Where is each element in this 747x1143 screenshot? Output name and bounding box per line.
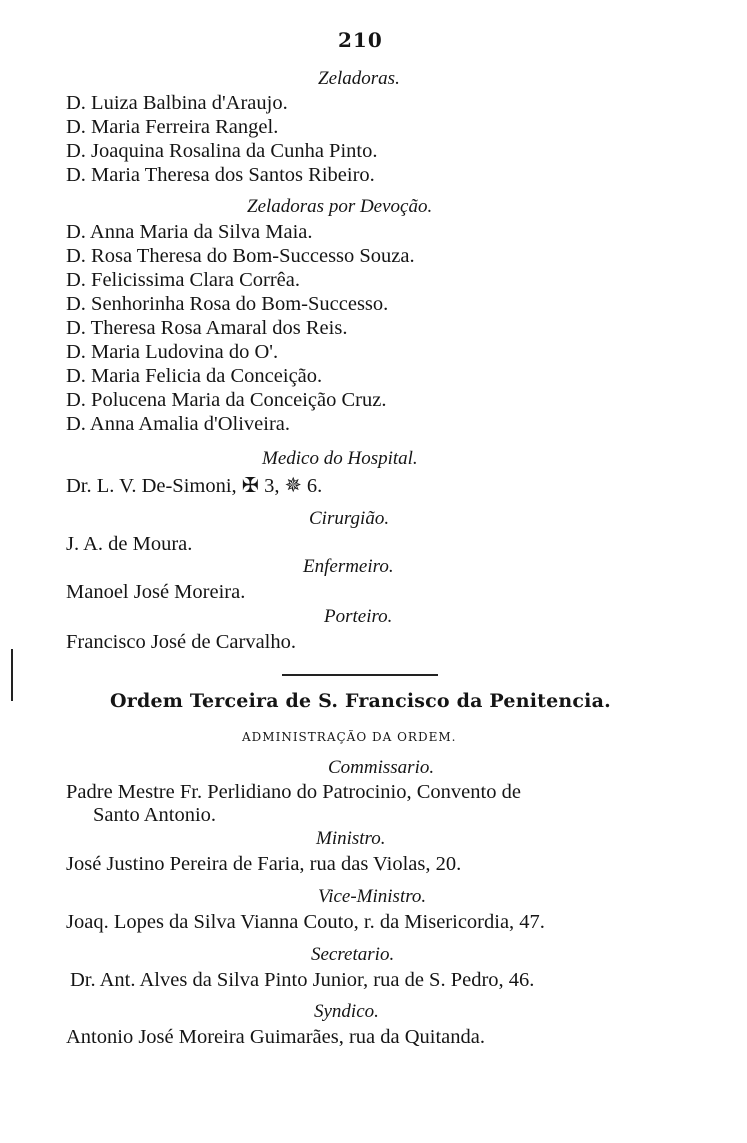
heading-zeladoras: Zeladoras. bbox=[318, 68, 400, 89]
margin-mark bbox=[11, 649, 13, 701]
list-item: Santo Antonio. bbox=[93, 804, 217, 826]
list-item: D. Maria Ferreira Rangel. bbox=[66, 116, 279, 138]
heading-zeladoras-por-devocao: Zeladoras por Devoção. bbox=[247, 196, 433, 217]
list-item: Joaq. Lopes da Silva Vianna Couto, r. da Misericordia, 47. bbox=[66, 911, 545, 933]
list-item: D. Senhorinha Rosa do Bom-Successo. bbox=[66, 293, 389, 315]
heading-syndico: Syndico. bbox=[314, 1001, 379, 1022]
list-item: D. Joaquina Rosalina da Cunha Pinto. bbox=[66, 140, 378, 162]
list-item: José Justino Pereira de Faria, rua das Violas, 20. bbox=[66, 853, 462, 875]
heading-commissario: Commissario. bbox=[328, 757, 435, 778]
list-item: D. Rosa Theresa do Bom-Successo Souza. bbox=[66, 245, 415, 267]
heading-ministro: Ministro. bbox=[316, 828, 386, 849]
list-item: Dr. Ant. Alves da Silva Pinto Junior, rua de S. Pedro, 46. bbox=[70, 969, 535, 991]
list-item: D. Polucena Maria da Conceição Cruz. bbox=[66, 389, 387, 411]
list-item: Francisco José de Carvalho. bbox=[66, 631, 296, 653]
list-item: D. Luiza Balbina d'Araujo. bbox=[66, 92, 288, 114]
section-divider bbox=[282, 674, 438, 676]
list-item: D. Theresa Rosa Amaral dos Reis. bbox=[66, 317, 348, 339]
list-item: J. A. de Moura. bbox=[66, 533, 193, 555]
list-item: Dr. L. V. De-Simoni, ✠ 3, ✵ 6. bbox=[66, 475, 323, 497]
section-title: Ordem Terceira de S. Francisco da Penitencia. bbox=[110, 690, 611, 712]
page-number: 210 bbox=[338, 28, 383, 52]
heading-porteiro: Porteiro. bbox=[324, 606, 393, 627]
list-item: Manoel José Moreira. bbox=[66, 581, 246, 603]
list-item: Padre Mestre Fr. Perlidiano do Patrocinio, Convento de bbox=[66, 781, 521, 803]
heading-medico: Medico do Hospital. bbox=[262, 448, 418, 469]
list-item: D. Maria Ludovina do O'. bbox=[66, 341, 279, 363]
heading-vice-ministro: Vice-Ministro. bbox=[318, 886, 427, 907]
list-item: D. Anna Maria da Silva Maia. bbox=[66, 221, 313, 243]
list-item: D. Maria Theresa dos Santos Ribeiro. bbox=[66, 164, 375, 186]
heading-enfermeiro: Enfermeiro. bbox=[303, 556, 394, 577]
heading-secretario: Secretario. bbox=[311, 944, 395, 965]
list-item: D. Maria Felicia da Conceição. bbox=[66, 365, 323, 387]
list-item: D. Anna Amalia d'Oliveira. bbox=[66, 413, 291, 435]
list-item: Antonio José Moreira Guimarães, rua da Quitanda. bbox=[66, 1026, 485, 1048]
list-item: D. Felicissima Clara Corrêa. bbox=[66, 269, 300, 291]
heading-cirurgiao: Cirurgião. bbox=[309, 508, 390, 529]
section-subtitle: ADMINISTRAÇÃO DA ORDEM. bbox=[242, 730, 457, 744]
